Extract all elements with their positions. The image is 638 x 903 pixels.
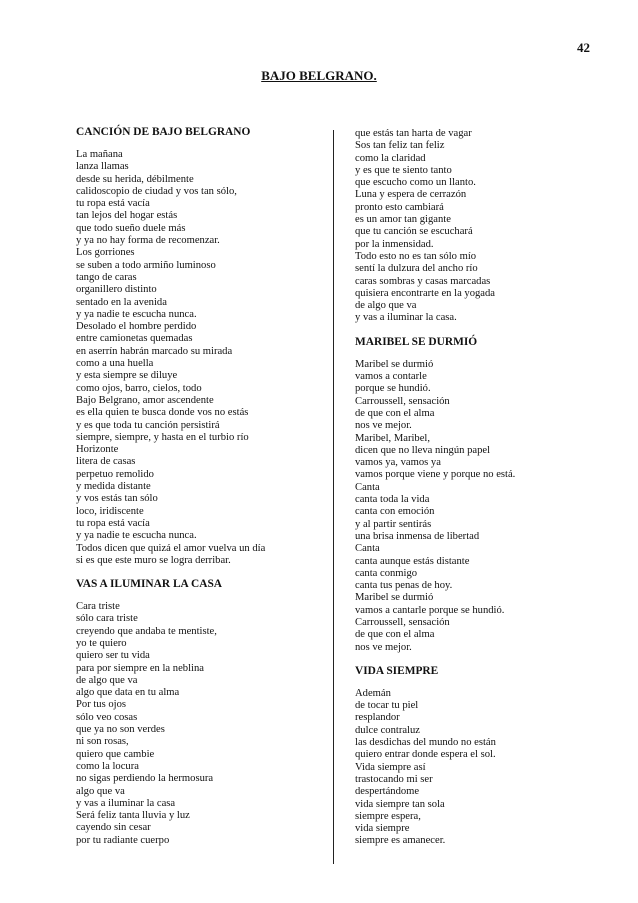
page-number: 42 bbox=[577, 40, 590, 55]
lyric-line: sólo cara triste bbox=[76, 613, 138, 625]
lyric-line: quiero entrar donde espera el sol. bbox=[355, 749, 496, 761]
lyric-line: como a una huella bbox=[76, 358, 154, 370]
lyric-line: vida siempre tan sola bbox=[355, 798, 445, 810]
lyric-line: de algo que va bbox=[76, 674, 138, 686]
lyric-line: nos ve mejor. bbox=[355, 420, 412, 432]
lyric-line: trastocando mi ser bbox=[355, 773, 433, 785]
lyric-line: vamos a contarle bbox=[355, 371, 427, 383]
lyric-line: algo que data en tu alma bbox=[76, 687, 180, 699]
lyric-line: algo que va bbox=[76, 785, 125, 797]
lyric-line: es un amor tan gigante bbox=[355, 214, 451, 226]
song-lyrics-maribel bbox=[355, 359, 595, 654]
lyric-line: para por siempre en la neblina bbox=[76, 662, 204, 674]
lyric-line: Canta bbox=[355, 481, 380, 493]
lyric-line: despertándome bbox=[355, 786, 420, 798]
lyric-line: Bajo Belgrano, amor ascendente bbox=[76, 394, 214, 406]
lyric-line: litera de casas bbox=[76, 456, 136, 468]
song-title-vida-siempre: VIDA SIEMPRE bbox=[355, 664, 439, 677]
lyric-line: tu ropa está vacía bbox=[76, 198, 150, 210]
lyric-line: Maribel se durmió bbox=[355, 358, 434, 370]
lyric-line: yo te quiero bbox=[76, 637, 127, 649]
lyric-line: canta con emoción bbox=[355, 506, 435, 518]
lyric-line: de que con el alma bbox=[355, 629, 435, 641]
lyric-line: quisiera encontrarte en la yogada bbox=[355, 287, 496, 299]
lyric-line: Sos tan feliz tan feliz bbox=[355, 140, 445, 152]
lyric-line: canta toda la vida bbox=[355, 494, 430, 506]
lyric-line: creyendo que andaba te mentiste, bbox=[76, 625, 217, 637]
lyric-line: y al partir sentirás bbox=[355, 518, 432, 530]
lyric-line: Todos dicen que quizá el amor vuelva un día bbox=[76, 542, 266, 554]
right-column bbox=[355, 128, 595, 848]
lyric-line: loco, iridiscente bbox=[76, 505, 144, 517]
lyric-line: y medida distante bbox=[76, 481, 151, 493]
lyric-line: dulce contraluz bbox=[355, 724, 421, 736]
song-lyrics-vas-a-iluminar bbox=[76, 601, 311, 847]
lyric-line: sentado en la avenida bbox=[76, 296, 167, 308]
lyric-line: vamos ya, vamos ya bbox=[355, 457, 441, 469]
song-lyrics-vida-siempre bbox=[355, 688, 595, 848]
lyric-line: como ojos, barro, cielos, todo bbox=[76, 382, 202, 394]
song-title-vas-a-iluminar: VAS A ILUMINAR LA CASA bbox=[76, 578, 223, 591]
lyric-line: que ya no son verdes bbox=[76, 724, 165, 736]
lyric-line: sólo veo cosas bbox=[76, 711, 138, 723]
song-lyrics-vas-a-iluminar-continued bbox=[355, 128, 595, 325]
lyric-line: y esta siempre se diluye bbox=[76, 370, 178, 382]
lyric-line: quiero que cambie bbox=[76, 748, 155, 760]
column-divider bbox=[333, 130, 334, 864]
lyric-line: y es que te siento tanto bbox=[355, 164, 452, 176]
song-title-maribel: MARIBEL SE DURMIÓ bbox=[355, 335, 478, 348]
lyric-line: quiero ser tu vida bbox=[76, 650, 150, 662]
lyric-line: una brisa inmensa de libertad bbox=[355, 530, 480, 542]
lyric-line: Cara triste bbox=[76, 601, 120, 613]
lyric-line: que todo sueño duele más bbox=[76, 222, 186, 234]
lyric-line: calidoscopio de ciudad y vos tan sólo, bbox=[76, 185, 237, 197]
lyric-line: Será feliz tanta lluvia y luz bbox=[76, 810, 190, 822]
lyric-line: tan lejos del hogar estás bbox=[76, 210, 178, 222]
lyric-line: se suben a todo armiño luminoso bbox=[76, 259, 216, 271]
lyric-line: Horizonte bbox=[76, 444, 119, 456]
lyric-line: nos ve mejor. bbox=[355, 641, 412, 653]
lyric-line: cayendo sin cesar bbox=[76, 822, 151, 834]
lyric-line: dicen que no lleva ningún papel bbox=[355, 444, 491, 456]
lyric-line: Todo esto no es tan sólo mío bbox=[355, 250, 477, 262]
lyric-line: en aserrín habrán marcado su mirada bbox=[76, 345, 233, 357]
lyric-line: y vos estás tan sólo bbox=[76, 493, 158, 505]
lyric-line: de algo que va bbox=[355, 300, 417, 312]
lyric-line: las desdichas del mundo no están bbox=[355, 737, 496, 749]
lyric-line: de tocar tu piel bbox=[355, 700, 419, 712]
lyric-line: es ella quien te busca donde vos no estás bbox=[76, 407, 249, 419]
lyric-line: Canta bbox=[355, 543, 380, 555]
lyric-line: Carroussell, sensación bbox=[355, 616, 450, 628]
lyric-line: siempre es amanecer. bbox=[355, 835, 446, 847]
lyric-line: organillero distinto bbox=[76, 284, 157, 296]
lyric-line: canta aunque estás distante bbox=[355, 555, 470, 567]
lyric-line: Luna y espera de cerrazón bbox=[355, 189, 467, 201]
lyric-line: Maribel, Maribel, bbox=[355, 432, 431, 444]
song-lyrics-cancion-bajo-belgrano bbox=[76, 149, 311, 567]
lyric-line: vamos porque viene y porque no está. bbox=[355, 469, 516, 481]
lyric-line: siempre espera, bbox=[355, 810, 421, 822]
lyric-line: si es que este muro se logra derribar. bbox=[76, 554, 231, 566]
lyric-line: y vas a iluminar la casa bbox=[76, 797, 176, 809]
lyric-line: y es que toda tu canción persistirá bbox=[76, 419, 220, 431]
lyric-line: por la inmensidad. bbox=[355, 238, 434, 250]
lyric-line: resplandor bbox=[355, 712, 400, 724]
lyric-line: Desolado el hombre perdido bbox=[76, 321, 197, 333]
lyric-line: canta tus penas de hoy. bbox=[355, 580, 453, 592]
lyric-line: siempre, siempre, y hasta en el turbio río bbox=[76, 431, 249, 443]
lyric-line: vida siempre bbox=[355, 823, 410, 835]
lyric-line: y ya nadie te escucha nunca. bbox=[76, 530, 197, 542]
lyric-line: que tu canción se escuchará bbox=[355, 226, 473, 238]
left-column bbox=[76, 125, 311, 847]
page-title: BAJO BELGRANO. bbox=[261, 68, 377, 83]
lyric-line: Vida siempre así bbox=[355, 761, 426, 773]
lyric-line: Por tus ojos bbox=[76, 699, 127, 711]
lyric-line: y ya nadie te escucha nunca. bbox=[76, 308, 197, 320]
lyric-line: desde su herida, débilmente bbox=[76, 173, 194, 185]
lyric-line: sentí la dulzura del ancho río bbox=[355, 263, 478, 275]
lyric-line: ni son rosas, bbox=[76, 736, 129, 748]
lyric-line: tango de caras bbox=[76, 271, 137, 283]
lyric-line: porque se hundió. bbox=[355, 383, 431, 395]
lyric-line: y vas a iluminar la casa. bbox=[355, 312, 457, 324]
lyric-line: Maribel se durmió bbox=[355, 592, 434, 604]
lyric-line: no sigas perdiendo la hermosura bbox=[76, 773, 214, 785]
song-title-cancion-bajo-belgrano: CANCIÓN DE BAJO BELGRANO bbox=[76, 126, 251, 138]
lyric-line: que escucho como un llanto. bbox=[355, 177, 476, 189]
lyric-line: Carroussell, sensación bbox=[355, 395, 450, 407]
lyric-line: como la claridad bbox=[355, 152, 426, 164]
lyric-line: de que con el alma bbox=[355, 407, 435, 419]
lyric-line: y ya no hay forma de recomenzar. bbox=[76, 235, 220, 247]
lyric-line: vamos a cantarle porque se hundió. bbox=[355, 604, 505, 616]
lyric-line: perpetuo remolido bbox=[76, 468, 154, 480]
lyric-line: pronto esto cambiará bbox=[355, 201, 444, 213]
lyric-line: entre camionetas quemadas bbox=[76, 333, 193, 345]
lyric-line: lanza llamas bbox=[76, 161, 129, 173]
lyric-line: canta conmigo bbox=[355, 567, 418, 579]
lyric-line: por tu radiante cuerpo bbox=[76, 834, 170, 846]
lyric-line: Ademán bbox=[355, 687, 391, 699]
lyric-line: caras sombras y casas marcadas bbox=[355, 275, 491, 287]
lyric-line: que estás tan harta de vagar bbox=[355, 128, 472, 139]
lyric-line: La mañana bbox=[76, 149, 123, 160]
lyric-line: tu ropa está vacía bbox=[76, 517, 150, 529]
lyric-line: como la locura bbox=[76, 760, 139, 772]
lyric-line: Los gorriones bbox=[76, 247, 135, 259]
